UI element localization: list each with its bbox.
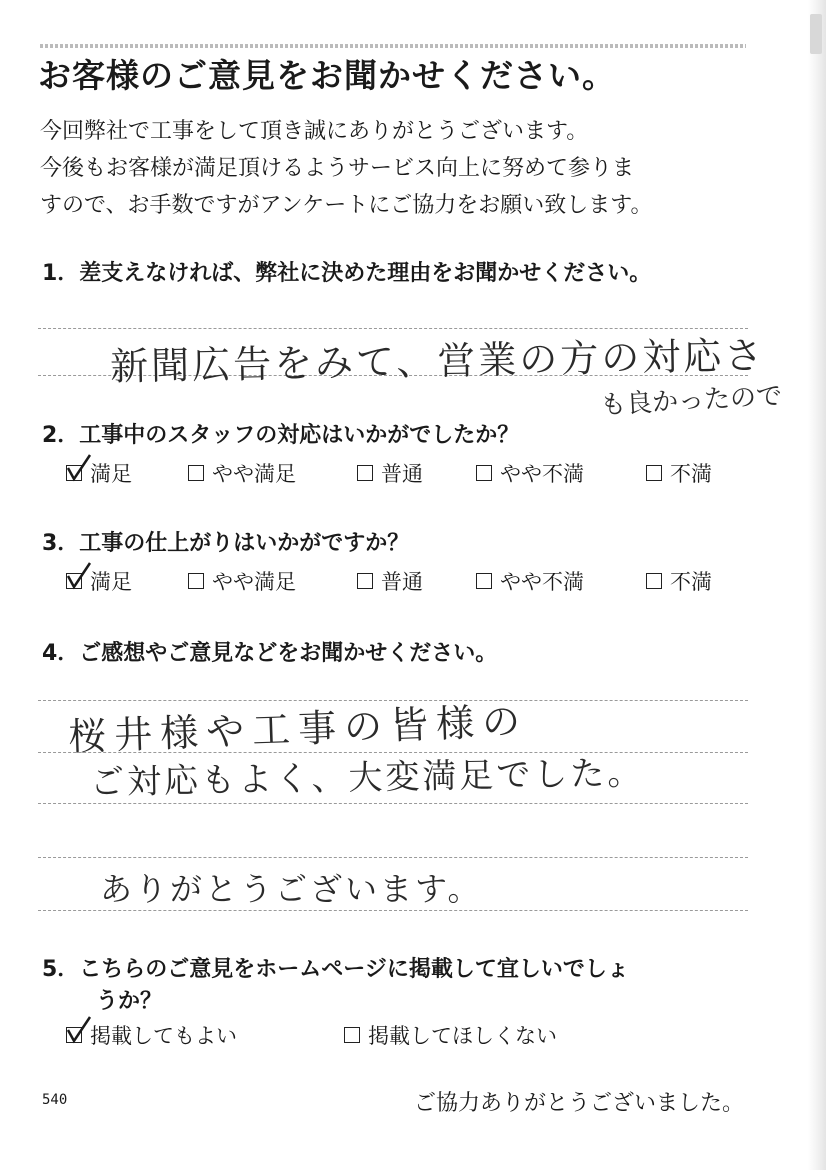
intro-line-2: 今後もお客様が満足頂けるようサービス向上に努めて参りま [40,156,635,181]
q5-option-2[interactable] [344,1020,557,1050]
checkbox [66,465,82,481]
answer-line [38,803,748,804]
page-number: 540 [42,1092,68,1108]
scan-mark [810,14,822,54]
checkbox [357,465,373,481]
question-1-handwritten-answer-2: も良かったので [599,381,783,421]
answer-line [38,910,748,911]
checkmark-icon [63,452,93,484]
q2-option-2[interactable] [188,458,296,488]
checkbox [476,465,492,481]
question-4-handwritten-answer-1: 桜井様や工事の皆様の [67,698,529,760]
option-label: 普通 [381,570,423,594]
checkbox [646,573,662,589]
option-label: 掲載してほしくない [368,1024,557,1048]
checkmark-icon [63,560,93,592]
checkbox [476,573,492,589]
checkbox [188,465,204,481]
option-label: やや満足 [212,462,296,486]
option-label: やや満足 [212,570,296,594]
question-5-label-line-1: 5．こちらのご意見をホームページに掲載して宜しいでしょ [42,957,629,982]
question-1-handwritten-answer-1: 新聞広告をみて、営業の方の対応さ [109,333,766,389]
q5-option-1[interactable] [66,1020,237,1050]
q2-option-5[interactable] [646,458,712,488]
question-4-handwritten-answer-3: ありがとうございます。 [100,870,483,908]
option-label: 不満 [670,570,712,594]
option-label: 普通 [381,462,423,486]
question-3-label: 3．工事の仕上がりはいかがですか？ [42,531,410,556]
intro-line-3: すので、お手数ですがアンケートにご協力をお願い致します。 [40,193,653,218]
question-4-label: 4．ご感想やご意見などをお聞かせください。 [42,641,498,666]
question-2-label: 2．工事中のスタッフの対応はいかがでしたか？ [42,423,520,448]
q2-option-1[interactable] [66,458,132,488]
page-title: お客様のご意見をお聞かせください。 [38,56,616,95]
intro-line-1: 今回弊社で工事をして頂き誠にありがとうございます。 [40,119,589,144]
checkbox [357,573,373,589]
question-1-label: 1．差支えなければ、弊社に決めた理由をお聞かせください。 [42,261,652,286]
q3-option-3[interactable] [357,566,423,596]
checkbox [66,1027,82,1043]
answer-line [38,857,748,858]
checkbox [344,1027,360,1043]
option-label: やや不満 [500,462,584,486]
question-5-label-line-2: うか？ [96,989,163,1014]
checkmark-icon [63,1014,93,1046]
question-4-handwritten-answer-2: ご対応もよく、大変満足でした。 [89,753,645,803]
scan-edge [808,0,826,1170]
q3-option-4[interactable] [476,566,584,596]
option-label: 満足 [90,570,132,594]
option-label: 満足 [90,462,132,486]
q3-option-5[interactable] [646,566,712,596]
option-label: 掲載してもよい [90,1024,237,1048]
checkbox [66,573,82,589]
q2-option-4[interactable] [476,458,584,488]
q3-option-1[interactable] [66,566,132,596]
footer-thanks: ご協力ありがとうございました。 [413,1091,744,1116]
q2-option-3[interactable] [357,458,423,488]
top-rule [40,44,746,48]
option-label: 不満 [670,462,712,486]
option-label: やや不満 [500,570,584,594]
q3-option-2[interactable] [188,566,296,596]
checkbox [188,573,204,589]
checkbox [646,465,662,481]
